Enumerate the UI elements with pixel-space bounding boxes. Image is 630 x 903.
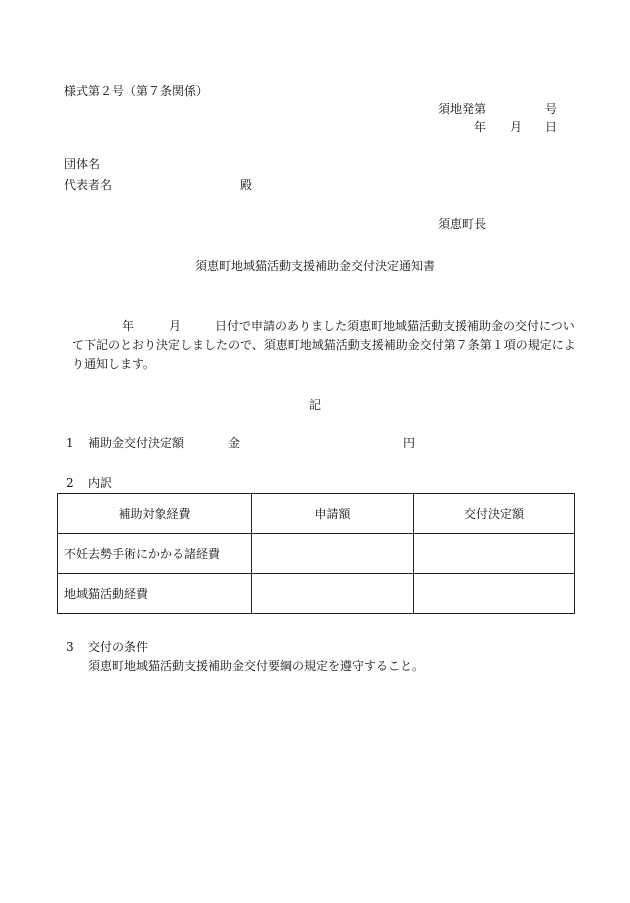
recipient-org-label: 団体名: [64, 157, 101, 171]
header-applied-amount: 申請額: [252, 494, 414, 534]
body-line3: り通知します。: [72, 357, 156, 371]
section1-number: 1: [66, 436, 74, 450]
date-day: 日: [545, 120, 558, 134]
row-decided-amount: [414, 534, 575, 574]
table-row: [58, 574, 575, 614]
table-header-row: [58, 494, 575, 534]
section2-number: 2: [66, 476, 74, 490]
row-item: 不妊去勢手術にかかる諸経費: [58, 534, 252, 574]
body-line2: て下記のとおり決定しましたので、須恵町地域猫活動支援補助金交付第７条第１項の規定によ: [72, 338, 576, 352]
row-decided-amount: [414, 574, 575, 614]
form-label: 様式第２号（第７条関係）: [64, 84, 209, 98]
breakdown-table: [57, 493, 575, 614]
ki-mark: 記: [308, 398, 321, 412]
ref-number-suffix: 号: [545, 102, 558, 116]
document-title: 須恵町地域猫活動支援補助金交付決定通知書: [194, 259, 435, 273]
header-decided-amount: 交付決定額: [414, 494, 575, 534]
header-expense-item: 補助対象経費: [58, 494, 252, 534]
date-year: 年: [474, 120, 487, 134]
recipient-honorific: 殿: [240, 178, 253, 192]
row-item: 地域猫活動経費: [58, 574, 252, 614]
section3-text: 須恵町地域猫活動支援補助金交付要綱の規定を遵守すること。: [88, 659, 425, 673]
section1-label: 補助金交付決定額: [88, 436, 185, 450]
body-year: 年: [122, 319, 135, 333]
table-row: [58, 534, 575, 574]
body-month: 月: [169, 319, 182, 333]
section3-label: 交付の条件: [88, 640, 149, 654]
section2-label: 内訳: [88, 476, 113, 490]
row-applied-amount: [252, 574, 414, 614]
recipient-rep-label: 代表者名: [64, 178, 113, 192]
body-line1: 日付で申請のありました須恵町地域猫活動支援補助金の交付につい: [215, 319, 575, 333]
row-applied-amount: [252, 534, 414, 574]
section1-kin: 金: [228, 436, 241, 450]
section1-en: 円: [403, 436, 416, 450]
issuer: 須恵町長: [438, 217, 487, 231]
ref-number-prefix: 須地発第: [438, 102, 487, 116]
date-month: 月: [510, 120, 523, 134]
section3-number: 3: [66, 640, 74, 654]
